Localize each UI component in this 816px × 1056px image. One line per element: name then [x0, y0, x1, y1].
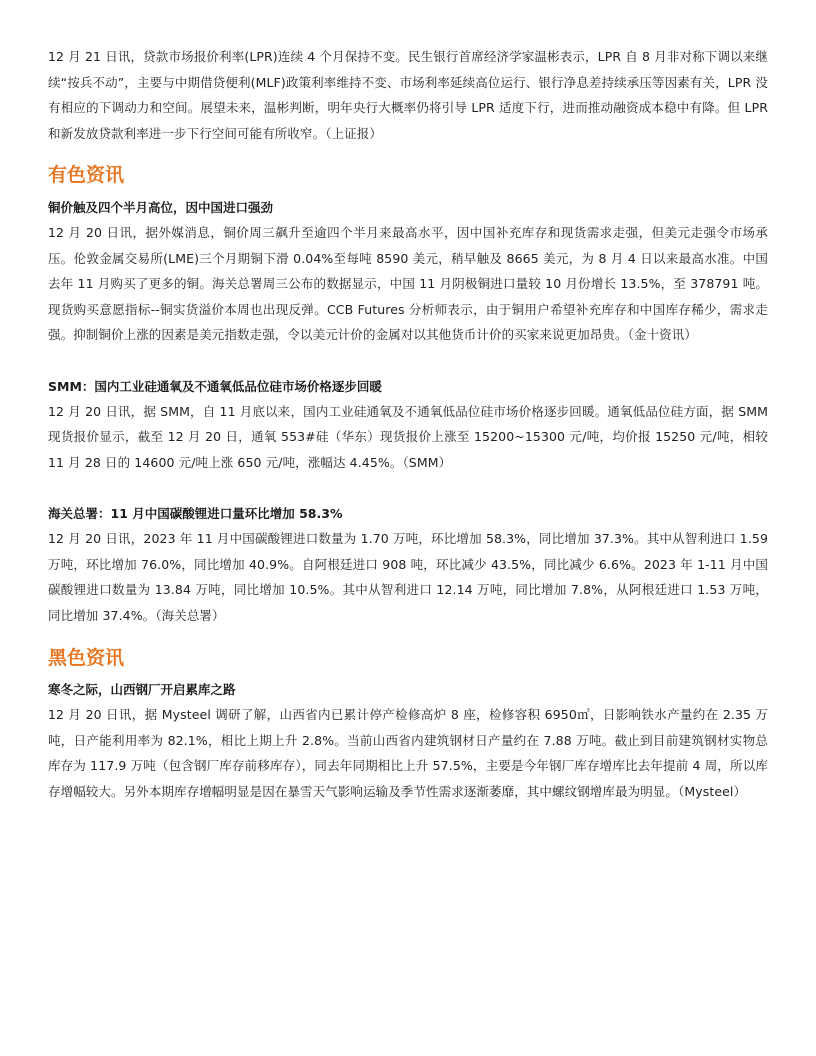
lithium-article-body: 12 月 20 日讯，2023 年 11 月中国碳酸锂进口数量为 1.70 万吨，环比增加 58.3%，同比增加 37.3%。其中从智利进口 1.59 万吨，环比增加 76.0%，同比增加 40.9%。自阿根廷进口 908 吨，环比减少 43.5%，同比减少 6.6%。2023 年 1-11 月中国碳酸锂进口数量为 13.84 万吨，同比增加 10.5%。其中从智利进口 12.14 万吨，同比增加 7.8%，从阿根廷进口 1.53 万吨，同比增加 37.4%。（海关总署） [48, 531, 768, 623]
silicon-article-title: SMM：国内工业硅通氧及不通氧低品位硅市场价格逐步回暖 [48, 378, 382, 394]
silicon-article-body: 12 月 20 日讯，据 SMM，自 11 月底以来，国内工业硅通氧及不通氧低品位硅市场价格逐步回暖。通氧低品位硅方面，据 SMM 现货报价显示，截至 12 月 20 日，通氧 553#硅（华东）现货报价上涨至 15200~15300 元/吨，均价报 15250 元/吨，相较 11 月 28 日的 14600 元/吨上涨 650 元/吨，涨幅达 4.45%。（SMM） [48, 403, 768, 470]
shanxi-steel-article-body: 12 月 20 日讯，据 Mysteel 调研了解，山西省内已累计停产检修高炉 8 座，检修容积 6950㎥，日影响铁水产量约在 2.35 万吨，日产能利用率为 82.1%，相比上期上升 2.8%。当前山西省内建筑钢材日产量约在 7.88 万吨。截止到目前建筑钢材实物总库存为 117.9 万吨（包含钢厂库存前移库存），同去年同期相比上升 57.5%，主要是今年钢厂库存增库比去年提前 4 周，所以库存增幅较大。另外本期库存增幅明显是因在暴雪天气影响运输及季节性需求逐渐萎靡，其中螺纹钢增库最为明显。（Mysteel） [48, 707, 768, 799]
ferrous-section-heading: 黑色资讯 [48, 647, 125, 669]
document-page [48, 44, 768, 804]
copper-article-body: 12 月 20 日讯，据外媒消息，铜价周三飙升至逾四个半月来最高水平，因中国补充库存和现货需求走强，但美元走强令市场承压。伦敦金属交易所(LME)三个月期铜下滑 0.04%至每吨 8590 美元，稍早触及 8665 美元，为 8 月 4 日以来最高水准。中国去年 11 月购买了更多的铜。海关总署周三公布的数据显示，中国 11 月阴极铜进口量较 10 月份增长 13.5%，至 378791 吨。现货购买意愿指标--铜实货溢价本周也出现反弹。CCB Futures 分析师表示，由于铜用户希望补充库存和中国库存稀少，需求走强。抑制铜价上涨的因素是美元指数走强，令以美元计价的金属对以其他货币计价的买家来说更加昂贵。（金十资讯） [48, 225, 768, 342]
lithium-article-title: 海关总署：11 月中国碳酸锂进口量环比增加 58.3% [48, 506, 343, 521]
copper-article-title: 铜价触及四个半月高位，因中国进口强劲 [48, 200, 274, 215]
nonferrous-section-heading: 有色资讯 [48, 164, 125, 186]
shanxi-steel-article-title: 寒冬之际，山西钢厂开启累库之路 [48, 682, 236, 697]
lpr-news-paragraph: 12 月 21 日讯，贷款市场报价利率(LPR)连续 4 个月保持不变。民生银行首席经济学家温彬表示，LPR 自 8 月非对称下调以来继续“按兵不动”，主要与中期借贷便利(MLF)政策利率维持不变、市场利率延续高位运行、银行净息差持续承压等因素有关，LPR 没有相应的下调动力和空间。展望未来，温彬判断，明年央行大概率仍将引导 LPR 适度下行，进而推动融资成本稳中有降。但 LPR 和新发放贷款利率进一步下行空间可能有所收窄。（上证报） [48, 49, 768, 141]
